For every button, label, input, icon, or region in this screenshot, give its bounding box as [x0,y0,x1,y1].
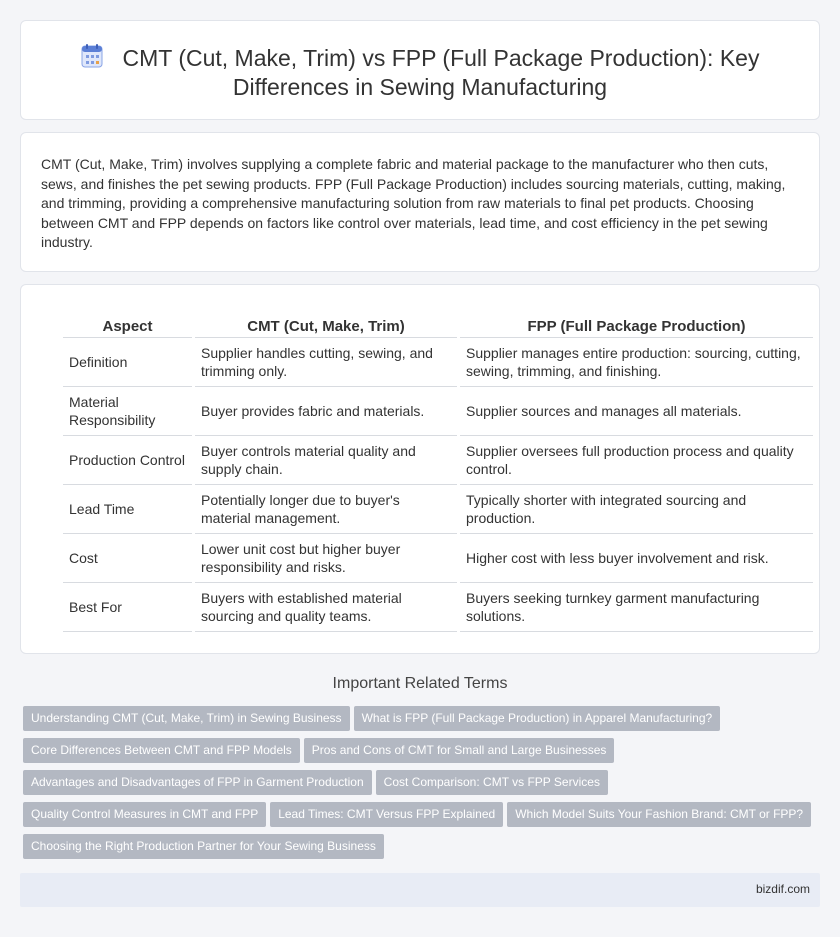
title-line-2: Differences in Sewing Manufacturing [232,74,608,100]
related-term-link[interactable]: Choosing the Right Production Partner for Your Sewing Business [23,834,384,859]
header-aspect: Aspect [63,316,192,338]
comparison-card [20,284,820,654]
cell-cmt: Buyer provides fabric and materials. [195,387,457,436]
cell-aspect: Lead Time [63,485,192,534]
intro-card [20,132,820,272]
related-term-link[interactable]: Quality Control Measures in CMT and FPP [23,802,266,827]
cell-fpp: Typically shorter with integrated sourcing and production. [460,485,813,534]
comparison-table [60,316,816,632]
cell-fpp: Supplier manages entire production: sourcing, cutting, sewing, trimming, and finishing. [460,338,813,387]
table-row [63,534,813,583]
tag-row [23,706,823,738]
related-term-link[interactable]: Pros and Cons of CMT for Small and Large Businesses [304,738,615,763]
related-terms-heading: Important Related Terms [332,675,508,692]
table-row [63,436,813,485]
related-term-link[interactable]: Core Differences Between CMT and FPP Models [23,738,300,763]
cell-aspect: Production Control [63,436,192,485]
table-header-row [63,316,813,338]
cell-fpp: Higher cost with less buyer involvement and risk. [460,534,813,583]
header-fpp: FPP (Full Package Production) [460,316,813,338]
footer [20,873,820,907]
tag-row [23,770,823,802]
cell-aspect: Best For [63,583,192,632]
cell-cmt: Buyers with established material sourcing and quality teams. [195,583,457,632]
tag-row [23,834,823,866]
header-cmt: CMT (Cut, Make, Trim) [195,316,457,338]
related-term-link[interactable]: Lead Times: CMT Versus FPP Explained [270,802,503,827]
cell-aspect: Definition [63,338,192,387]
cell-fpp: Buyers seeking turnkey garment manufacturing solutions. [460,583,813,632]
cell-cmt: Potentially longer due to buyer's material management. [195,485,457,534]
cell-aspect: Material Responsibility [63,387,192,436]
table-row [63,485,813,534]
cell-cmt: Lower unit cost but higher buyer responsibility and risks. [195,534,457,583]
cell-cmt: Supplier handles cutting, sewing, and trimming only. [195,338,457,387]
table-row [63,583,813,632]
tag-row [23,738,823,770]
calendar-grid-icon [81,44,103,68]
title-line-1: CMT (Cut, Make, Trim) vs FPP (Full Package Production): Key [122,45,760,71]
related-term-link[interactable]: Advantages and Disadvantages of FPP in Garment Production [23,770,372,795]
cell-fpp: Supplier sources and manages all materials. [460,387,813,436]
related-terms-list [23,706,823,866]
tag-row [23,802,823,834]
cell-fpp: Supplier oversees full production process and quality control. [460,436,813,485]
footer-site-link[interactable]: bizdif.com [755,882,810,896]
table-row [63,387,813,436]
cell-aspect: Cost [63,534,192,583]
title-card [20,20,820,120]
related-term-link[interactable]: Understanding CMT (Cut, Make, Trim) in Sewing Business [23,706,350,731]
related-term-link[interactable]: Cost Comparison: CMT vs FPP Services [376,770,608,795]
intro-paragraph: CMT (Cut, Make, Trim) involves supplying a complete fabric and material package to the manufacturer who then cuts, sews, and finishes the pet sewing products. FPP (Full Package Production) includes sourcing materials, cutting, making, and trimming, providing a comprehensive manufacturing solution from raw materials to final pet products. Choosing between CMT and FPP depends on factors like control over materials, lead time, and cost efficiency in the pet sewing industry. [41,156,786,250]
page-title [21,44,819,102]
cell-cmt: Buyer controls material quality and supply chain. [195,436,457,485]
table-row [63,338,813,387]
related-term-link[interactable]: Which Model Suits Your Fashion Brand: CMT or FPP? [507,802,811,827]
related-term-link[interactable]: What is FPP (Full Package Production) in Apparel Manufacturing? [354,706,721,731]
